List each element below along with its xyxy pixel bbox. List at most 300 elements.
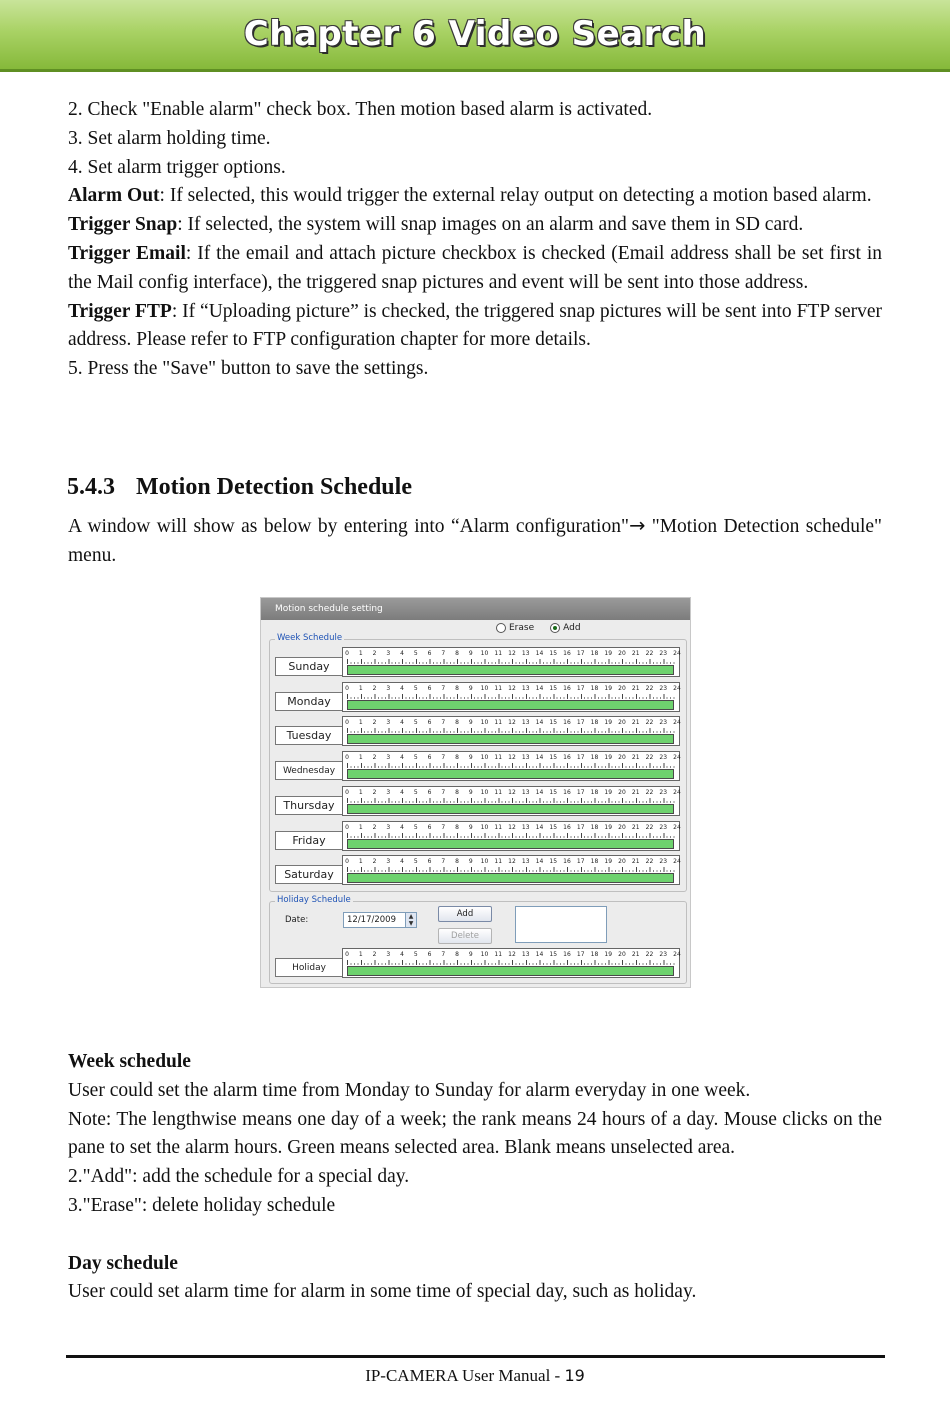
hour-label: 1 — [358, 754, 363, 762]
alarm-out-paragraph — [68, 182, 882, 211]
hour-label: 16 — [563, 719, 571, 727]
hour-label: 0 — [345, 858, 349, 866]
hour-label: 2 — [372, 754, 377, 762]
hour-label: 1 — [358, 650, 363, 657]
hour-label: 20 — [618, 823, 626, 831]
hour-label: 18 — [590, 754, 599, 762]
hour-label: 20 — [618, 719, 626, 727]
day-label-monday: Monday — [275, 692, 343, 711]
hour-label: 1 — [358, 719, 363, 727]
hour-label: 9 — [468, 684, 473, 692]
section-number: 5.4.3 — [67, 474, 115, 500]
add-holiday-button[interactable]: Add — [438, 906, 492, 922]
trigger-snap-text: : If selected, the system will snap images on an alarm and save them in SD card. — [177, 214, 804, 236]
day-label-thursday: Thursday — [275, 796, 343, 815]
hour-ticks — [347, 833, 675, 838]
hour-label: 2 — [372, 823, 377, 831]
hour-label: 4 — [400, 858, 404, 866]
hour-label: 10 — [480, 684, 489, 692]
hour-label: 20 — [618, 684, 626, 692]
hour-label: 4 — [400, 754, 404, 762]
hour-ruler-thursday — [342, 786, 680, 816]
hour-label: 12 — [508, 823, 516, 831]
hour-label: 6 — [427, 823, 432, 831]
motion-schedule-screenshot — [260, 597, 691, 988]
hour-label: 21 — [631, 951, 640, 958]
hour-label: 7 — [441, 684, 446, 692]
add-description: 2."Add": add the schedule for a special day. — [68, 1166, 410, 1188]
hour-label: 11 — [494, 951, 503, 958]
hour-label: 8 — [455, 650, 459, 657]
section-intro — [68, 512, 882, 571]
week-schedule-line: User could set the alarm time from Monday to Sunday for alarm everyday in one week. — [68, 1079, 751, 1101]
hour-labels — [343, 857, 679, 866]
hour-label: 18 — [590, 684, 599, 692]
hour-ruler-tuesday — [342, 716, 680, 746]
hour-label: 18 — [590, 650, 599, 657]
hour-label: 4 — [400, 788, 404, 796]
hour-label: 23 — [659, 719, 668, 727]
hour-label: 1 — [358, 951, 363, 958]
schedule-row-tuesday — [275, 716, 680, 746]
hour-label: 4 — [400, 684, 404, 692]
holiday-listbox[interactable] — [515, 906, 607, 943]
erase-radio-dot — [496, 623, 506, 633]
hour-label: 14 — [535, 951, 544, 958]
section-title: Motion Detection Schedule — [136, 474, 412, 500]
hour-label: 11 — [494, 684, 503, 692]
hour-label: 8 — [455, 951, 459, 958]
hour-label: 7 — [441, 650, 446, 657]
hour-label: 9 — [468, 823, 473, 831]
hour-label: 3 — [386, 684, 391, 692]
hour-label: 4 — [400, 823, 404, 831]
hour-label: 6 — [427, 754, 432, 762]
hour-label: 20 — [618, 650, 626, 657]
hour-label: 16 — [563, 788, 571, 796]
alarm-time-bar-sunday[interactable] — [347, 665, 674, 675]
hour-label: 17 — [576, 858, 585, 866]
hour-label: 0 — [345, 823, 349, 831]
hour-label: 22 — [645, 650, 654, 657]
hour-label: 19 — [604, 684, 613, 692]
hour-label: 5 — [413, 650, 418, 657]
hour-label: 15 — [549, 650, 558, 657]
hour-label: 0 — [345, 650, 349, 657]
day-schedule-line: User could set alarm time for alarm in some time of special day, such as holiday. — [68, 1281, 697, 1303]
hour-label: 16 — [563, 754, 571, 762]
step-2: 2. Check "Enable alarm" check box. Then motion based alarm is activated. — [68, 99, 653, 120]
hour-label: 5 — [413, 788, 418, 796]
day-label-wednesday: Wednesday — [275, 761, 343, 780]
hour-ruler-saturday — [342, 855, 680, 885]
hour-label: 10 — [480, 951, 489, 958]
hour-label: 0 — [345, 754, 349, 762]
delete-holiday-button[interactable]: Delete — [438, 928, 492, 944]
hour-label: 16 — [563, 858, 571, 866]
hour-label: 8 — [455, 823, 459, 831]
hour-label: 8 — [455, 719, 459, 727]
day-label-friday: Friday — [275, 831, 343, 850]
schedule-row-sunday — [275, 647, 680, 677]
hour-label: 16 — [563, 684, 571, 692]
hour-ticks — [347, 798, 675, 803]
hour-label: 24 — [673, 788, 681, 796]
hour-label: 24 — [673, 684, 681, 692]
hour-ticks — [347, 867, 675, 872]
hour-label: 15 — [549, 823, 558, 831]
hour-label: 4 — [400, 719, 404, 727]
hour-label: 20 — [618, 951, 626, 958]
hour-label: 15 — [549, 788, 558, 796]
hour-label: 19 — [604, 650, 613, 657]
hour-label: 16 — [563, 951, 571, 958]
hour-label: 15 — [549, 684, 558, 692]
hour-ticks — [347, 694, 675, 699]
hour-label: 7 — [441, 719, 446, 727]
hour-label: 21 — [631, 719, 640, 727]
date-picker[interactable] — [343, 912, 417, 928]
hour-label: 9 — [468, 858, 473, 866]
hour-label: 19 — [604, 754, 613, 762]
hour-label: 1 — [358, 788, 363, 796]
hour-label: 13 — [521, 823, 530, 831]
alarm-time-bar-tuesday[interactable] — [347, 734, 674, 744]
hour-label: 22 — [645, 823, 654, 831]
alarm-time-bar-friday[interactable] — [347, 839, 674, 849]
hour-label: 13 — [521, 951, 530, 958]
hour-label: 19 — [604, 719, 613, 727]
hour-label: 10 — [480, 788, 489, 796]
hour-label: 21 — [631, 858, 640, 866]
add-radio-label: Add — [563, 623, 581, 633]
hour-label: 2 — [372, 684, 377, 692]
trigger-snap-term: Trigger Snap — [68, 214, 178, 236]
alarm-time-bar-monday[interactable] — [347, 700, 674, 710]
chapter-banner — [0, 0, 950, 72]
hour-label: 1 — [358, 823, 363, 831]
hour-label: 24 — [673, 650, 681, 657]
hour-label: 13 — [521, 684, 530, 692]
hour-label: 18 — [590, 823, 599, 831]
alarm-time-bar-thursday[interactable] — [347, 804, 674, 814]
hour-label: 9 — [468, 788, 473, 796]
hour-label: 23 — [659, 858, 668, 866]
hour-label: 22 — [645, 951, 654, 958]
date-label: Date: — [285, 915, 309, 925]
hour-label: 21 — [631, 754, 640, 762]
trigger-snap-paragraph — [68, 211, 882, 240]
hour-label: 23 — [659, 823, 668, 831]
add-radio-dot — [550, 623, 560, 633]
spacer — [68, 1221, 882, 1250]
page-footer — [0, 1366, 950, 1386]
hour-label: 5 — [413, 754, 418, 762]
week-schedule-legend: Week Schedule — [277, 633, 343, 643]
hour-label: 22 — [645, 858, 654, 866]
add-radio[interactable] — [550, 623, 580, 633]
hour-label: 14 — [535, 719, 544, 727]
hour-label: 14 — [535, 858, 544, 866]
hour-label: 12 — [508, 788, 516, 796]
hour-label: 12 — [508, 754, 516, 762]
hour-label: 16 — [563, 823, 571, 831]
step-5: 5. Press the "Save" button to save the settings. — [68, 358, 429, 380]
hour-labels — [343, 753, 679, 762]
alarm-out-text: : If selected, this would trigger the external relay output on detecting a motion based alarm. — [159, 185, 872, 207]
hour-label: 18 — [590, 788, 599, 796]
hour-label: 16 — [563, 650, 571, 657]
hour-label: 6 — [427, 858, 432, 866]
hour-label: 23 — [659, 650, 668, 657]
hour-label: 19 — [604, 823, 613, 831]
step-3: 3. Set alarm holding time. — [68, 127, 271, 149]
hour-label: 7 — [441, 754, 446, 762]
hour-label: 2 — [372, 951, 377, 958]
hour-ruler-wednesday — [342, 751, 680, 781]
hour-ruler-friday — [342, 821, 680, 851]
hour-label: 17 — [576, 823, 585, 831]
hour-label: 22 — [645, 788, 654, 796]
hour-label: 9 — [468, 951, 473, 958]
hour-ticks — [347, 728, 675, 733]
week-schedule-heading: Week schedule — [68, 1051, 191, 1072]
hour-label: 19 — [604, 951, 613, 958]
trigger-email-term: Trigger Email — [68, 242, 186, 264]
hour-ruler-monday — [342, 682, 680, 712]
hour-label: 0 — [345, 951, 349, 958]
page-number: 19 — [564, 1366, 585, 1385]
hour-label: 9 — [468, 754, 473, 762]
hour-label: 6 — [427, 719, 432, 727]
arrow-icon: → — [628, 514, 646, 537]
hour-labels — [343, 649, 679, 658]
hour-label: 0 — [345, 788, 349, 796]
trigger-ftp-text: : If “Uploading picture” is checked, the triggered snap pictures will be sent into FTP server address. Please refer to FTP configuration chapter for more details. — [68, 300, 882, 351]
hour-label: 23 — [659, 788, 668, 796]
hour-label: 1 — [358, 858, 363, 866]
alarm-time-bar-wednesday[interactable] — [347, 769, 674, 779]
hour-label: 13 — [521, 650, 530, 657]
week-schedule-note: Note: The lengthwise means one day of a week; the rank means 24 hours of a day. Mouse clicks on the pane to set the alarm hours. Green means selected area. Blank means unselected area. — [68, 1108, 882, 1159]
schedule-row-saturday — [275, 855, 680, 885]
trigger-email-text: : If the email and attach picture checkbox is checked (Email address shall be set first in the Mail config interface), the triggered snap pictures and event will be sent into those address. — [68, 242, 882, 293]
alarm-time-bar-saturday[interactable] — [347, 873, 674, 883]
hour-label: 20 — [618, 754, 626, 762]
hour-label: 3 — [386, 719, 391, 727]
hour-label: 6 — [427, 788, 432, 796]
hour-label: 15 — [549, 858, 558, 866]
hour-labels — [343, 950, 679, 959]
hour-label: 21 — [631, 684, 640, 692]
hour-label: 7 — [441, 951, 446, 958]
hour-label: 14 — [535, 754, 544, 762]
alarm-out-term: Alarm Out — [68, 185, 160, 207]
hour-label: 4 — [400, 951, 404, 958]
schedule-row-thursday — [275, 786, 680, 816]
hour-label: 12 — [508, 858, 516, 866]
hour-label: 12 — [508, 719, 516, 727]
hour-label: 14 — [535, 650, 544, 657]
screenshot-title: Motion schedule setting — [261, 598, 690, 620]
hour-label: 24 — [673, 858, 681, 866]
hour-label: 24 — [673, 754, 681, 762]
trigger-email-paragraph — [68, 240, 882, 298]
schedule-row-friday — [275, 821, 680, 851]
hour-label: 19 — [604, 858, 613, 866]
hour-label: 14 — [535, 788, 544, 796]
hour-label: 10 — [480, 719, 489, 727]
hour-label: 17 — [576, 951, 585, 958]
hour-label: 10 — [480, 858, 489, 866]
hour-label: 14 — [535, 823, 544, 831]
hour-label: 5 — [413, 684, 418, 692]
hour-label: 2 — [372, 650, 377, 657]
hour-label: 21 — [631, 650, 640, 657]
hour-label: 20 — [618, 858, 626, 866]
hour-label: 6 — [427, 951, 432, 958]
hour-ticks — [347, 960, 675, 965]
erase-radio[interactable] — [496, 623, 534, 633]
hour-label: 23 — [659, 754, 668, 762]
hour-label: 11 — [494, 858, 503, 866]
hour-label: 22 — [645, 754, 654, 762]
hour-label: 5 — [413, 823, 418, 831]
hour-label: 3 — [386, 650, 391, 657]
schedule-row-holiday — [275, 948, 680, 978]
hour-ticks — [347, 659, 675, 664]
hour-label: 11 — [494, 754, 503, 762]
hour-label: 24 — [673, 951, 681, 958]
intro-part1: A window will show as below by entering into “Alarm configuration" — [68, 516, 629, 537]
hour-label: 6 — [427, 650, 432, 657]
footer-manual: IP-CAMERA User Manual - — [365, 1366, 565, 1385]
hour-label: 3 — [386, 951, 391, 958]
hour-label: 1 — [358, 684, 363, 692]
hour-labels — [343, 718, 679, 727]
hour-label: 9 — [468, 650, 473, 657]
hour-label: 10 — [480, 650, 489, 657]
hour-label: 3 — [386, 754, 391, 762]
hour-label: 4 — [400, 650, 404, 657]
hour-label: 23 — [659, 684, 668, 692]
hour-label: 2 — [372, 719, 377, 727]
hour-label: 18 — [590, 719, 599, 727]
hour-label: 7 — [441, 858, 446, 866]
hour-label: 12 — [508, 650, 516, 657]
date-spin-icon[interactable]: ▲ ▼ — [405, 913, 416, 927]
notes-block — [68, 1048, 882, 1307]
hour-label: 17 — [576, 719, 585, 727]
hour-label: 11 — [494, 788, 503, 796]
hour-label: 11 — [494, 719, 503, 727]
hour-ruler-sunday — [342, 647, 680, 677]
hour-label: 12 — [508, 684, 516, 692]
hour-label: 11 — [494, 823, 503, 831]
hour-labels — [343, 788, 679, 797]
hour-label: 5 — [413, 951, 418, 958]
hour-label: 10 — [480, 823, 489, 831]
day-label-holiday: Holiday — [275, 958, 343, 977]
hour-label: 24 — [673, 823, 681, 831]
trigger-ftp-paragraph — [68, 298, 882, 356]
hour-label: 10 — [480, 754, 489, 762]
erase-description: 3."Erase": delete holiday schedule — [68, 1194, 336, 1216]
hour-label: 7 — [441, 788, 446, 796]
hour-label: 8 — [455, 754, 459, 762]
hour-label: 5 — [413, 719, 418, 727]
erase-radio-label: Erase — [509, 623, 535, 633]
hour-label: 15 — [549, 754, 558, 762]
hour-label: 3 — [386, 823, 391, 831]
steps-block — [68, 96, 882, 384]
hour-label: 19 — [604, 788, 613, 796]
hour-label: 17 — [576, 684, 585, 692]
alarm-time-bar-holiday[interactable] — [347, 966, 674, 976]
hour-label: 18 — [590, 951, 599, 958]
hour-label: 12 — [508, 951, 516, 958]
hour-label: 0 — [345, 684, 349, 692]
schedule-row-monday — [275, 682, 680, 712]
hour-label: 3 — [386, 788, 391, 796]
hour-label: 17 — [576, 754, 585, 762]
hour-labels — [343, 823, 679, 832]
hour-ruler-holiday — [342, 948, 680, 978]
day-label-sunday: Sunday — [275, 657, 343, 676]
hour-label: 15 — [549, 719, 558, 727]
section-heading — [67, 474, 412, 501]
hour-label: 22 — [645, 684, 654, 692]
hour-label: 24 — [673, 719, 681, 727]
hour-label: 20 — [618, 788, 626, 796]
chapter-title: Chapter 6 Video Search — [243, 14, 707, 54]
hour-label: 15 — [549, 951, 558, 958]
hour-label: 13 — [521, 788, 530, 796]
hour-label: 7 — [441, 823, 446, 831]
trigger-ftp-term: Trigger FTP — [68, 300, 172, 322]
hour-label: 8 — [455, 684, 459, 692]
hour-label: 17 — [576, 788, 585, 796]
hour-label: 8 — [455, 788, 459, 796]
hour-label: 18 — [590, 858, 599, 866]
hour-label: 9 — [468, 719, 473, 727]
hour-label: 22 — [645, 719, 654, 727]
hour-label: 17 — [576, 650, 585, 657]
step-4: 4. Set alarm trigger options. — [68, 156, 286, 178]
day-schedule-heading: Day schedule — [68, 1252, 178, 1274]
hour-label: 13 — [521, 719, 530, 727]
hour-label: 23 — [659, 951, 668, 958]
hour-label: 0 — [345, 719, 349, 727]
hour-label: 5 — [413, 858, 418, 866]
hour-label: 2 — [372, 858, 377, 866]
day-label-saturday: Saturday — [275, 865, 343, 884]
intro-part2: "Motion Detection schedule" menu. — [68, 516, 882, 566]
hour-label: 8 — [455, 858, 459, 866]
hour-label: 3 — [386, 858, 391, 866]
hour-label: 21 — [631, 823, 640, 831]
hour-label: 13 — [521, 858, 530, 866]
hour-label: 13 — [521, 754, 530, 762]
schedule-row-wednesday — [275, 751, 680, 781]
hour-label: 14 — [535, 684, 544, 692]
hour-labels — [343, 684, 679, 693]
mode-selector — [496, 623, 581, 633]
date-value: 12/17/2009 — [347, 915, 396, 925]
hour-label: 6 — [427, 684, 432, 692]
day-label-tuesday: Tuesday — [275, 726, 343, 745]
footer-rule — [66, 1355, 885, 1358]
